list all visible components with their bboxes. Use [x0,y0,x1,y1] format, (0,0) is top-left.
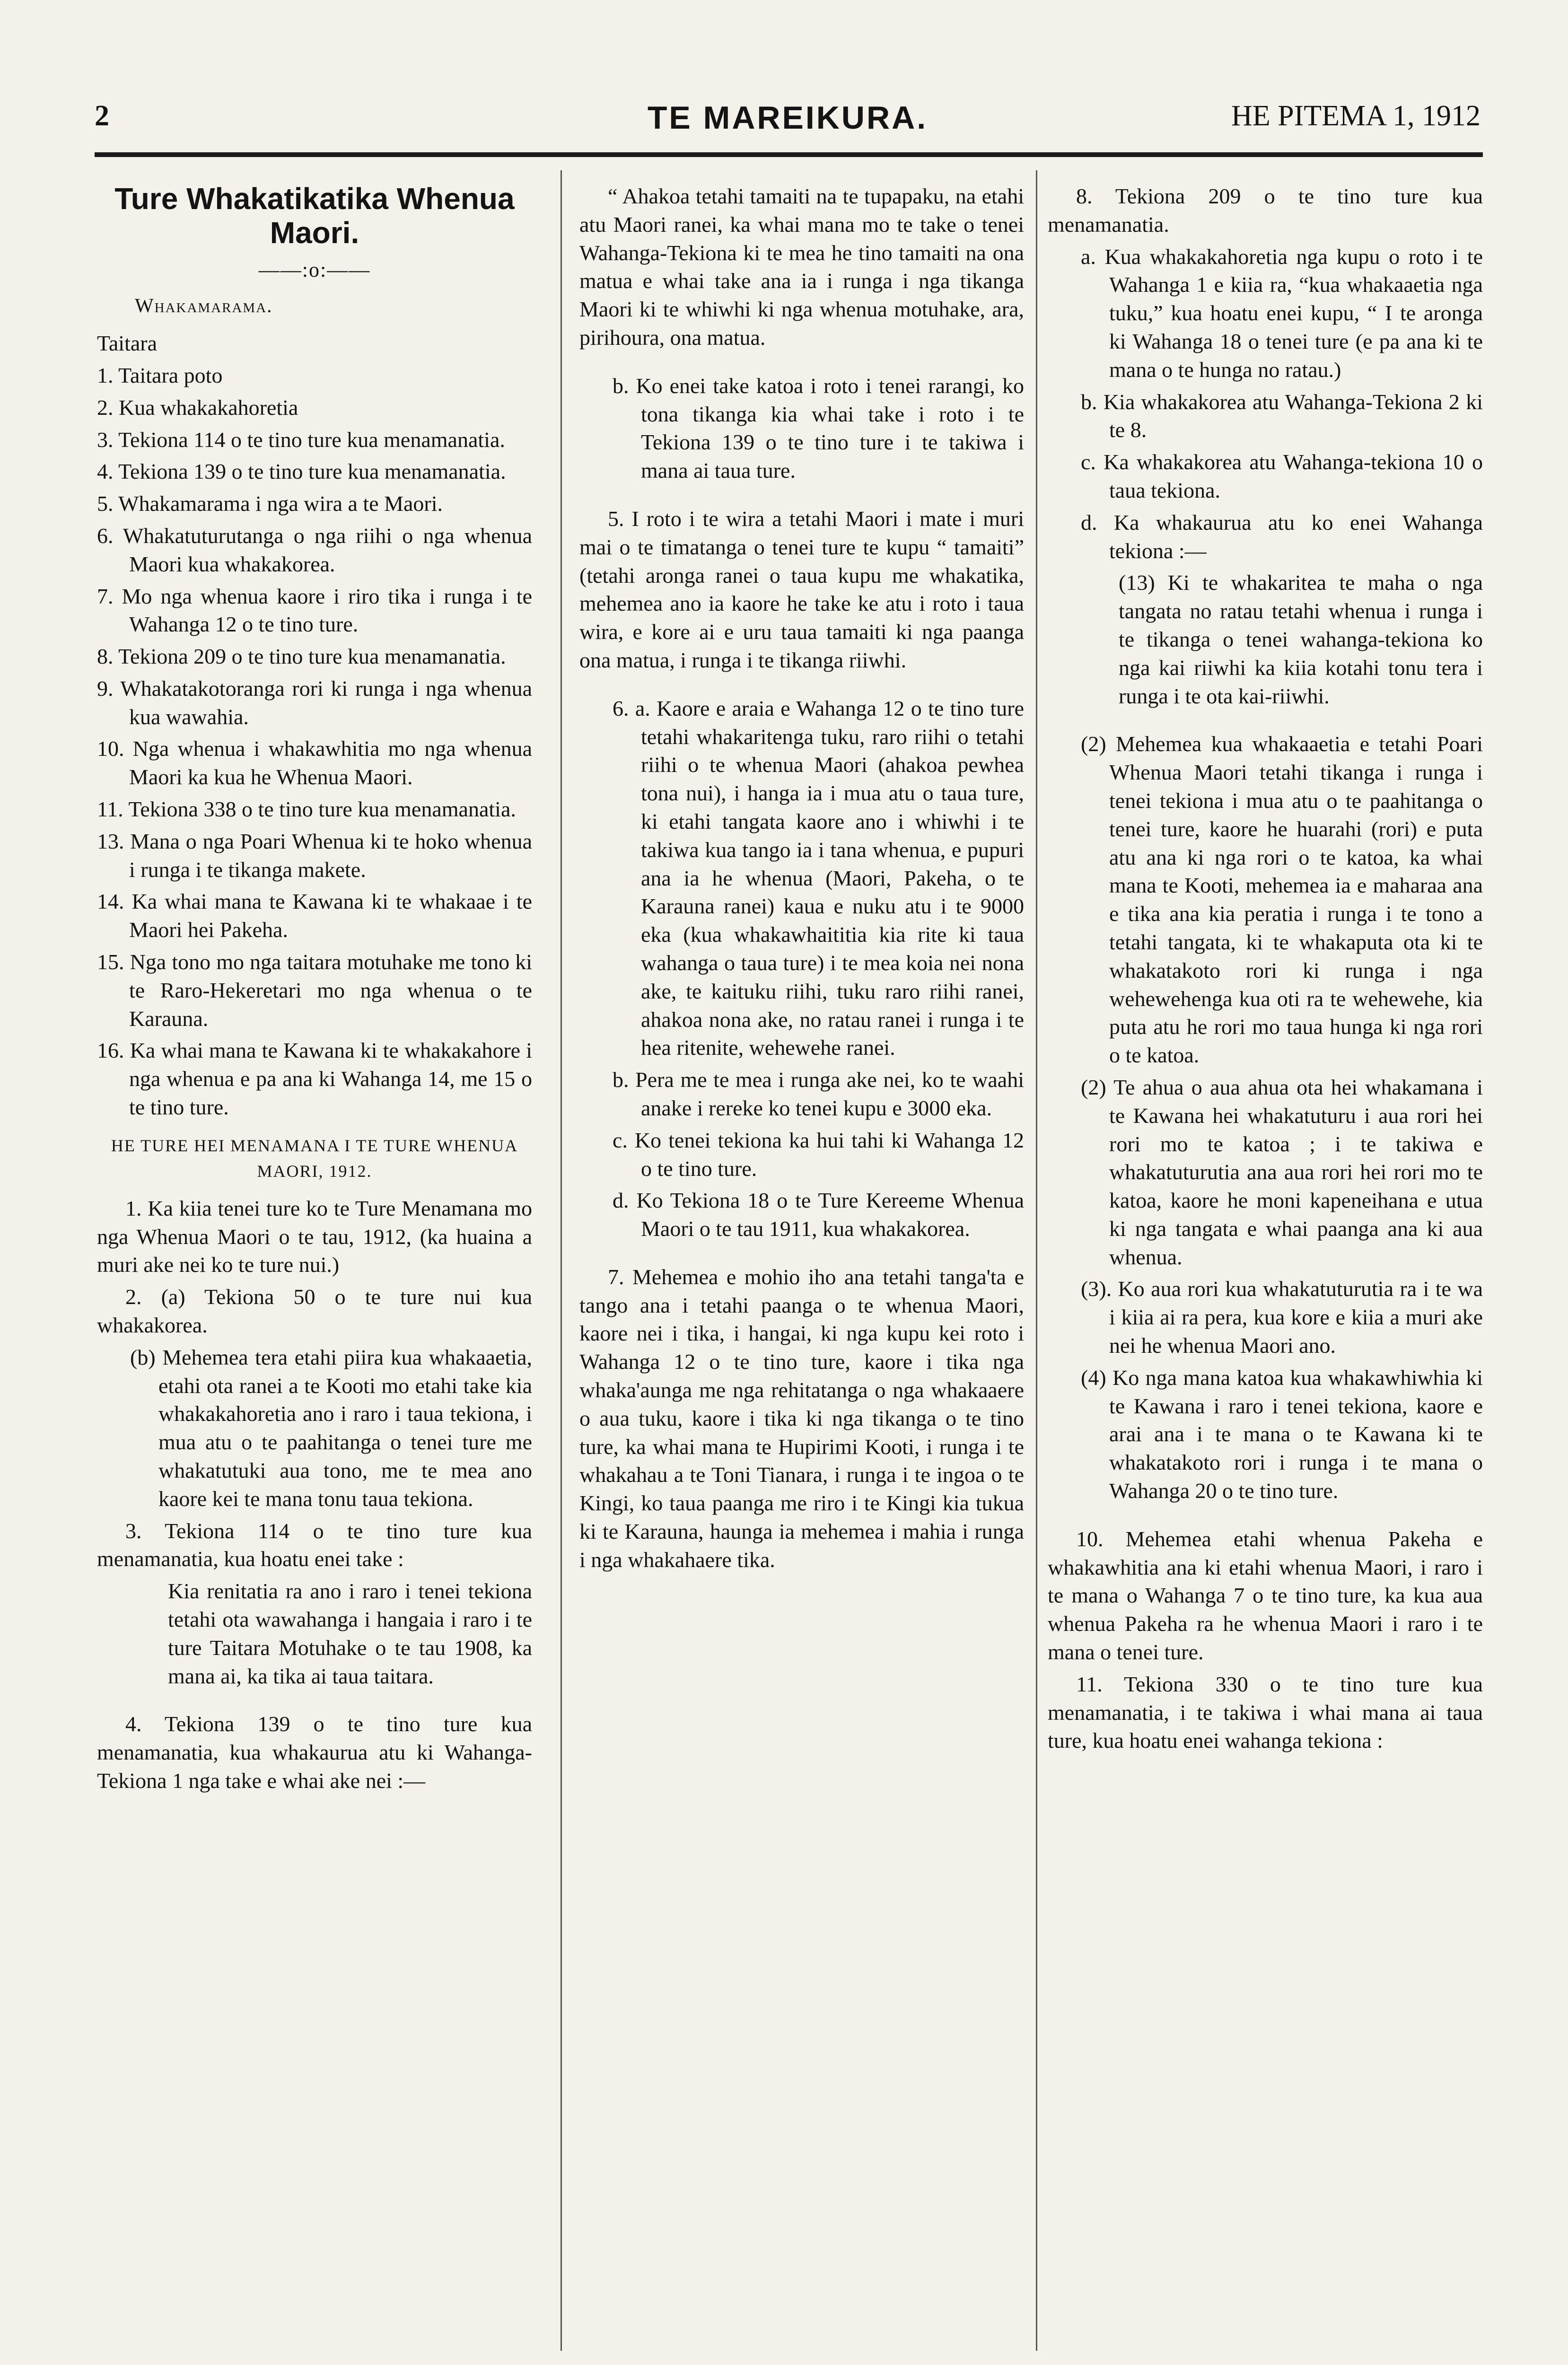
section-paragraph: 3. Tekiona 114 o te tino ture kua menamanatia, kua hoatu enei take : [97,1518,532,1571]
section-paragraph: (3). Ko aua rori kua whakatuturutia ra i te wa i kiia ai ra pera, kua kore e kiia a muri ake nei he whenua Maori ano. [1081,1277,1483,1358]
contents-item: 14. Ka whai mana te Kawana ki te whakaae i te Maori hei Pakeha. [97,889,532,942]
column-divider-2 [1036,170,1037,2351]
section-paragraph: 5. I roto i te wira a tetahi Maori i mate i muri mai o te timatanga o tenei ture te kupu “ tamaiti” (tetahi aronga ranei o taua kupu me whakatika, mehemea ano ia kaore he take ke atu i roto i taua wira, e kore ai e uru taua tamaiti ki nga paanga ona matua, i runga i te tikanga riiwhi. [579,506,1024,672]
section-subheading: Whakamarama. [135,295,273,317]
section-paragraph: 1. Ka kiia tenei ture ko te Ture Menamana mo nga Whenua Maori o te tau, 1912, (ka huaina a muri ake nei ko te ture nui.) [97,1196,532,1277]
section-paragraph: a. Kua whakakahoretia nga kupu o roto i te Wahanga 1 e kiia ra, “kua whakaaetia nga tuku,” kua hoatu enei kupu, “ I te aronga ki Wahanga 18 o tenei ture (e pa ana ki te mana o te hunga no ratau.) [1081,244,1483,382]
section-paragraph: Kia renitatia ra ano i raro i tenei tekiona tetahi ota wawahanga i hangaia i raro i te ture Taitara Motuhake o te tau 1908, ka mana ai, ka tika ai taua taitara. [168,1579,532,1688]
section-paragraph: (2) Mehemea kua whakaaetia e tetahi Poari Whenua Maori tetahi tikanga i runga i tenei tekiona i mua atu o te paahitanga o tenei ture, kaore he huarahi (rori) e puta atu ana ki nga rori o te katoa, ka whai mana te Kooti, mehemea ia e maharaa ana e tika ana kia peratia i runga i te tono a tetahi tangata, ki te whakaputa ota ki te whakatakoto rori ki runga i nga wehewehenga kua oti ra te wehewehe, kia puta atu he rori mo taua hunga ki nga rori o te katoa. [1081,732,1483,1068]
contents-item: 8. Tekiona 209 o te tino ture kua menamanatia. [97,644,506,669]
section-paragraph: 11. Tekiona 330 o te tino ture kua menamanatia, i te takiwa i whai mana ai taua ture, kua hoatu enei wahanga tekiona : [1048,1672,1483,1753]
section-paragraph: b. Ko enei take katoa i roto i tenei rarangi, ko tona tikanga kia whai take i roto i te Tekiona 139 o te tino ture i te takiwa i mana ai taua ture. [613,373,1024,483]
masthead [95,99,1480,142]
section-paragraph: c. Ko tenei tekiona ka hui tahi ki Wahanga 12 o te tino ture. [613,1128,1024,1181]
section-paragraph: 2. (a) Tekiona 50 o te ture nui kua whakakorea. [97,1285,532,1338]
contents-item: 1. Taitara poto [97,363,223,387]
section-paragraph: d. Ka whakaurua atu ko enei Wahanga tekiona :— [1081,510,1483,563]
section-paragraph: 8. Tekiona 209 o te tino ture kua menamanatia. [1048,184,1483,236]
section-paragraph: (13) Ki te whakaritea te maha o nga tangata no ratau tetahi whenua i runga i te tikanga o tenei wahanga-tekiona ko nga kai riiwhi ka kiia kotahi tonu tera i runga i te ota kai-riiwhi. [1119,570,1483,708]
contents-item: 4. Tekiona 139 o te tino ture kua menamanatia. [97,459,506,484]
column-3 [1048,182,1483,2353]
section-paragraph: 10. Mehemea etahi whenua Pakeha e whakawhitia ana ki etahi whenua Maori, i raro i te mana o Wahanga 7 o te tino ture, ka kua aua whenua Pakeha ra he whenua Maori i raro i te mana o tenei ture. [1048,1526,1483,1664]
section-paragraph: (b) Mehemea tera etahi piira kua whakaaetia, etahi ota ranei a te Kooti mo etahi take kia whakakahoretia ano i raro i taua tekiona, i mua atu o te paahitanga o tenei ture me whakatutuki aua tono, me te mea ano kaore kei te mana tonu taua tekiona. [130,1345,532,1511]
heading-separator: ——:o:—— [258,258,371,282]
contents-item: 9. Whakatakotoranga rori ki runga i nga whenua kua wawahia. [97,676,532,729]
section-paragraph: c. Ka whakakorea atu Wahanga-tekiona 10 o taua tekiona. [1081,450,1483,502]
column-divider-1 [561,170,562,2351]
act-title: HE TURE HEI MENAMANA I TE TURE WHENUA MAORI, 1912. [111,1136,518,1181]
section-paragraph: b. Kia whakakorea atu Wahanga-Tekiona 2 ki te 8. [1081,389,1483,442]
contents-item: 6. Whakatuturutanga o nga riihi o nga whenua Maori kua whakakorea. [97,523,532,576]
page-number: 2 [95,100,109,132]
contents-item: 15. Nga tono mo nga taitara motuhake me tono ki te Raro-Hekeretari mo nga whenua o te Karauna. [97,950,532,1031]
header-rule [95,152,1483,157]
article-heading: Ture Whakatikatika Whenua Maori. [114,182,515,250]
contents-item: 11. Tekiona 338 o te tino ture kua menamanatia. [97,797,516,822]
newspaper-title: TE MAREIKURA. [647,100,928,136]
section-paragraph: (2) Te ahua o aua ahua ota hei whakamana i te Kawana hei whakatuturu i aua rori hei rori mo te katoa ; i te takiwa e whakatuturutia ana aua rori hei rori mo te katoa, kaore he moni kapeneihana e utua ki nga tangata e whai paanga ana ki aua whenua. [1081,1075,1483,1269]
section-paragraph: (4) Ko nga mana katoa kua whakawhiwhia ki te Kawana i raro i tenei tekiona, kaore e arai ana i te mana o te Kawana ki te whakatakoto rori i runga i te mana o Wahanga 20 o te tino ture. [1081,1365,1483,1503]
contents-label: Taitara [97,331,158,356]
column-1 [97,182,532,2353]
section-paragraph: b. Pera me te mea i runga ake nei, ko te waahi anake i rereke ko tenei kupu e 3000 eka. [613,1068,1024,1120]
section-paragraph: 4. Tekiona 139 o te tino ture kua menamanatia, kua whakaurua atu ki Wahanga-Tekiona 1 nga take e whai ake nei :— [97,1712,532,1793]
section-paragraph: 6. a. Kaore e araia e Wahanga 12 o te tino ture tetahi whakaritenga tuku, raro riihi o tetahi riihi o te whenua Maori (ahakoa pewhea tona nui), i hanga ia i mua atu o taua ture, ki etahi tangata kaore ano i whiwhi i te takiwa kua tango ia i tana whenua, e pupuri ana ia he whenua (Maori, Pakeha, o te Karauna ranei) kaua e nuku atu i te 9000 eka (kua whakawhaititia kia rite ki taua wahanga o taua ture) i te mea koia nei nona ake, te kaituku riihi, tuku raro riihi ranei, ahakoa nona ake, no ratau ranei i runga i te hea ritenite, wehewehe ranei. [613,696,1024,1060]
contents-item: 10. Nga whenua i whakawhitia mo nga whenua Maori ka kua he Whenua Maori. [97,736,532,789]
section-paragraph: “ Ahakoa tetahi tamaiti na te tupapaku, na etahi atu Maori ranei, ka whai mana mo te take o tenei Wahanga-Tekiona ki te mea he tino tamaiti na ona matua e whai take ana ia i runga i nga tikanga Maori ki te whiwhi ki nga whenua motuhake, ara, pirihoura, ona matua. [579,184,1024,350]
contents-item: 3. Tekiona 114 o te tino ture kua menamanatia. [97,427,505,452]
contents-item: 7. Mo nga whenua kaore i riro tika i runga i te Wahanga 12 o te tino ture. [97,584,532,637]
contents-item: 16. Ka whai mana te Kawana ki te whakakahore i nga whenua e pa ana ki Wahanga 14, me 15 o te tino ture. [97,1038,532,1120]
section-paragraph: d. Ko Tekiona 18 o te Ture Kereeme Whenua Maori o te tau 1911, kua whakakorea. [613,1188,1024,1241]
issue-date: HE PITEMA 1, 1912 [1231,100,1480,132]
contents-item: 2. Kua whakakahoretia [97,395,298,420]
contents-item: 5. Whakamarama i nga wira a te Maori. [97,491,443,516]
contents-item: 13. Mana o nga Poari Whenua ki te hoko whenua i runga i te tikanga makete. [97,829,532,882]
column-2 [579,182,1024,2353]
section-paragraph: 7. Mehemea e mohio iho ana tetahi tanga'ta e tango ana i tetahi paanga o te whenua Maori, kaore nei i tika, i hangai, ki nga kupu kei roto i Wahanga 12 o te tino ture, kaore i tika nga whaka'aunga me nga rehitatanga o nga whakaaere o aua tuku, kaore i tika ki nga tikanga o te tino ture, ka whai mana te Hupirimi Kooti, i runga i te whakahau a te Toni Tianara, i runga i te ingoa o te Kingi, ko taua paanga me riro i te Kingi kia tukua ki te Karauna, haunga ia mehemea i mahia i runga i nga whakahaere tika. [579,1264,1024,1572]
